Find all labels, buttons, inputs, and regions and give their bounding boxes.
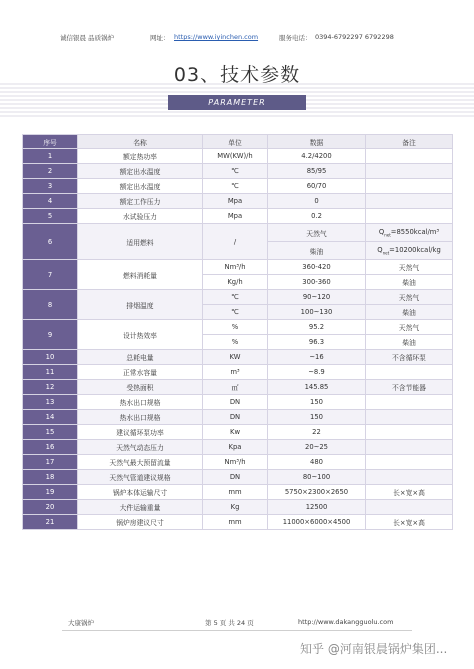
row-index: 6 bbox=[23, 224, 78, 260]
watermark: 知乎 @河南银晨锅炉集团... bbox=[300, 642, 448, 656]
row-note bbox=[366, 410, 453, 425]
row-unit: Kpa bbox=[203, 440, 268, 455]
row-name: 正常水容量 bbox=[78, 365, 203, 380]
row-name: 额定热功率 bbox=[78, 149, 203, 164]
row-data: 150 bbox=[268, 410, 366, 425]
row-data: 90~120 bbox=[268, 290, 366, 305]
row-unit: KW bbox=[203, 350, 268, 365]
note-q-value: =10200kcal/kg bbox=[389, 245, 441, 254]
table-row bbox=[23, 260, 453, 275]
row-note bbox=[366, 440, 453, 455]
header-note: 备注 bbox=[366, 135, 453, 149]
row-note bbox=[366, 425, 453, 440]
row-unit: % bbox=[203, 335, 268, 350]
row-index: 18 bbox=[23, 470, 78, 485]
table-row bbox=[23, 350, 453, 365]
row-name: 受热面积 bbox=[78, 380, 203, 395]
table-row bbox=[23, 194, 453, 209]
row-note: 长×宽×高 bbox=[366, 515, 453, 530]
row-name: 锅炉房建议尺寸 bbox=[78, 515, 203, 530]
row-name: 热水出口规格 bbox=[78, 410, 203, 425]
row-data: 22 bbox=[268, 425, 366, 440]
page-title: 03、技术参数 bbox=[173, 64, 301, 86]
row-note bbox=[366, 500, 453, 515]
table-row bbox=[23, 209, 453, 224]
page-footer bbox=[0, 616, 474, 630]
row-note bbox=[366, 149, 453, 164]
row-index: 16 bbox=[23, 440, 78, 455]
table-row bbox=[23, 164, 453, 179]
row-unit: % bbox=[203, 320, 268, 335]
row-data: 0.2 bbox=[268, 209, 366, 224]
table-row bbox=[23, 440, 453, 455]
row-note bbox=[366, 365, 453, 380]
web-label: 网址： bbox=[150, 34, 170, 42]
phone-number: 0394-6792297 6792298 bbox=[315, 33, 394, 41]
row-index: 12 bbox=[23, 380, 78, 395]
row-index: 21 bbox=[23, 515, 78, 530]
row-unit: ℃ bbox=[203, 179, 268, 194]
row-note bbox=[366, 209, 453, 224]
table-row bbox=[23, 380, 453, 395]
row-index: 11 bbox=[23, 365, 78, 380]
row-unit: ℃ bbox=[203, 290, 268, 305]
note-q: Q bbox=[377, 245, 383, 254]
row-unit: ℃ bbox=[203, 305, 268, 320]
row-name: 天然气管道建议规格 bbox=[78, 470, 203, 485]
row-data: 480 bbox=[268, 455, 366, 470]
row-note bbox=[366, 164, 453, 179]
header-unit: 单位 bbox=[203, 135, 268, 149]
row-index: 10 bbox=[23, 350, 78, 365]
row-index: 3 bbox=[23, 179, 78, 194]
row-unit: MW(KW)/h bbox=[203, 149, 268, 164]
row-name: 大件运输重量 bbox=[78, 500, 203, 515]
header-index: 序号 bbox=[23, 135, 78, 149]
parameter-banner: PARAMETER bbox=[168, 95, 306, 110]
row-data: 360-420 bbox=[268, 260, 366, 275]
table-row bbox=[23, 425, 453, 440]
page-number: 第 5 页 共 24 页 bbox=[205, 619, 254, 627]
row-unit: Mpa bbox=[203, 209, 268, 224]
footer-company: 大康锅炉 bbox=[68, 619, 94, 627]
phone-label: 服务电话： bbox=[279, 34, 312, 42]
row-note: 柴油 bbox=[366, 305, 453, 320]
row-note bbox=[366, 179, 453, 194]
row-name: 燃料消耗量 bbox=[78, 260, 203, 290]
row-unit: / bbox=[203, 224, 268, 260]
table-header-row bbox=[23, 135, 453, 149]
row-unit: Nm³/h bbox=[203, 260, 268, 275]
table-row bbox=[23, 395, 453, 410]
row-data: 150 bbox=[268, 395, 366, 410]
row-unit: DN bbox=[203, 410, 268, 425]
table-row bbox=[23, 500, 453, 515]
row-note: 天然气 bbox=[366, 260, 453, 275]
row-name: 天然气最大预留流量 bbox=[78, 455, 203, 470]
row-index: 1 bbox=[23, 149, 78, 164]
row-data: 95.2 bbox=[268, 320, 366, 335]
table-row bbox=[23, 365, 453, 380]
row-index: 20 bbox=[23, 500, 78, 515]
row-data: 300-360 bbox=[268, 275, 366, 290]
row-name: 适用燃料 bbox=[78, 224, 203, 260]
website-link[interactable]: https://www.iyinchen.com bbox=[174, 33, 259, 41]
row-unit: Mpa bbox=[203, 194, 268, 209]
row-index: 4 bbox=[23, 194, 78, 209]
row-note: 不含节能器 bbox=[366, 380, 453, 395]
row-data: 100~130 bbox=[268, 305, 366, 320]
row-note bbox=[366, 470, 453, 485]
row-note: 天然气 bbox=[366, 290, 453, 305]
row-note: 天然气 bbox=[366, 320, 453, 335]
parameter-table bbox=[22, 134, 453, 530]
row-index: 5 bbox=[23, 209, 78, 224]
note-q-sub: net bbox=[384, 232, 391, 238]
row-unit: mm bbox=[203, 485, 268, 500]
row-data: 145.85 bbox=[268, 380, 366, 395]
row-data: 20~25 bbox=[268, 440, 366, 455]
row-name: 锅炉本体运输尺寸 bbox=[78, 485, 203, 500]
table-row bbox=[23, 455, 453, 470]
row-unit: ℃ bbox=[203, 164, 268, 179]
row-data: 11000×6000×4500 bbox=[268, 515, 366, 530]
row-data: 柴油 bbox=[268, 242, 366, 260]
row-unit: Kw bbox=[203, 425, 268, 440]
row-data: ~8.9 bbox=[268, 365, 366, 380]
row-note bbox=[366, 455, 453, 470]
row-unit: Kg/h bbox=[203, 275, 268, 290]
table-row bbox=[23, 149, 453, 164]
row-data: 4.2/4200 bbox=[268, 149, 366, 164]
row-name: 水试验压力 bbox=[78, 209, 203, 224]
row-index: 15 bbox=[23, 425, 78, 440]
row-name: 总耗电量 bbox=[78, 350, 203, 365]
row-note: 柴油 bbox=[366, 275, 453, 290]
row-data: 80~100 bbox=[268, 470, 366, 485]
row-note bbox=[366, 395, 453, 410]
row-unit: DN bbox=[203, 470, 268, 485]
row-name: 天然气动态压力 bbox=[78, 440, 203, 455]
note-q-value: =8550kcal/m³ bbox=[390, 227, 440, 236]
row-index: 9 bbox=[23, 320, 78, 350]
row-unit: ㎡ bbox=[203, 380, 268, 395]
table-row bbox=[23, 515, 453, 530]
note-q: Q bbox=[378, 227, 385, 236]
row-data: 60/70 bbox=[268, 179, 366, 194]
row-note: 长×宽×高 bbox=[366, 485, 453, 500]
row-index: 13 bbox=[23, 395, 78, 410]
table-row bbox=[23, 470, 453, 485]
row-name: 设计热效率 bbox=[78, 320, 203, 350]
table-row bbox=[23, 320, 453, 335]
row-name: 额定出水温度 bbox=[78, 164, 203, 179]
row-index: 8 bbox=[23, 290, 78, 320]
row-data: 天然气 bbox=[268, 224, 366, 242]
table-row bbox=[23, 485, 453, 500]
row-unit: DN bbox=[203, 395, 268, 410]
row-name: 排烟温度 bbox=[78, 290, 203, 320]
row-index: 17 bbox=[23, 455, 78, 470]
table-row bbox=[23, 290, 453, 305]
row-note: 柴油 bbox=[366, 335, 453, 350]
note-q-sub: net bbox=[382, 250, 390, 256]
table-row bbox=[23, 410, 453, 425]
footer-url[interactable]: http://www.dakangguolu.com bbox=[298, 618, 394, 626]
page-header bbox=[0, 30, 474, 44]
row-name: 额定工作压力 bbox=[78, 194, 203, 209]
row-data: 96.3 bbox=[268, 335, 366, 350]
row-note bbox=[366, 242, 453, 260]
row-note bbox=[366, 224, 453, 242]
brand-slogan: 诚信银晨 品质锅炉 bbox=[60, 34, 115, 42]
row-index: 19 bbox=[23, 485, 78, 500]
row-name: 热水出口规格 bbox=[78, 395, 203, 410]
footer-divider bbox=[62, 630, 412, 631]
row-note bbox=[366, 194, 453, 209]
row-unit: m³ bbox=[203, 365, 268, 380]
table-row bbox=[23, 224, 453, 242]
row-data: 5750×2300×2650 bbox=[268, 485, 366, 500]
row-index: 2 bbox=[23, 164, 78, 179]
row-data: 0 bbox=[268, 194, 366, 209]
row-data: 12500 bbox=[268, 500, 366, 515]
row-unit: Nm³/h bbox=[203, 455, 268, 470]
header-name: 名称 bbox=[78, 135, 203, 149]
row-note: 不含循环泵 bbox=[366, 350, 453, 365]
row-index: 14 bbox=[23, 410, 78, 425]
table-row bbox=[23, 179, 453, 194]
row-unit: Kg bbox=[203, 500, 268, 515]
row-data: 85/95 bbox=[268, 164, 366, 179]
row-name: 建议循环泵功率 bbox=[78, 425, 203, 440]
row-unit: mm bbox=[203, 515, 268, 530]
row-name: 额定出水温度 bbox=[78, 179, 203, 194]
row-index: 7 bbox=[23, 260, 78, 290]
row-data: ~16 bbox=[268, 350, 366, 365]
header-data: 数据 bbox=[268, 135, 366, 149]
